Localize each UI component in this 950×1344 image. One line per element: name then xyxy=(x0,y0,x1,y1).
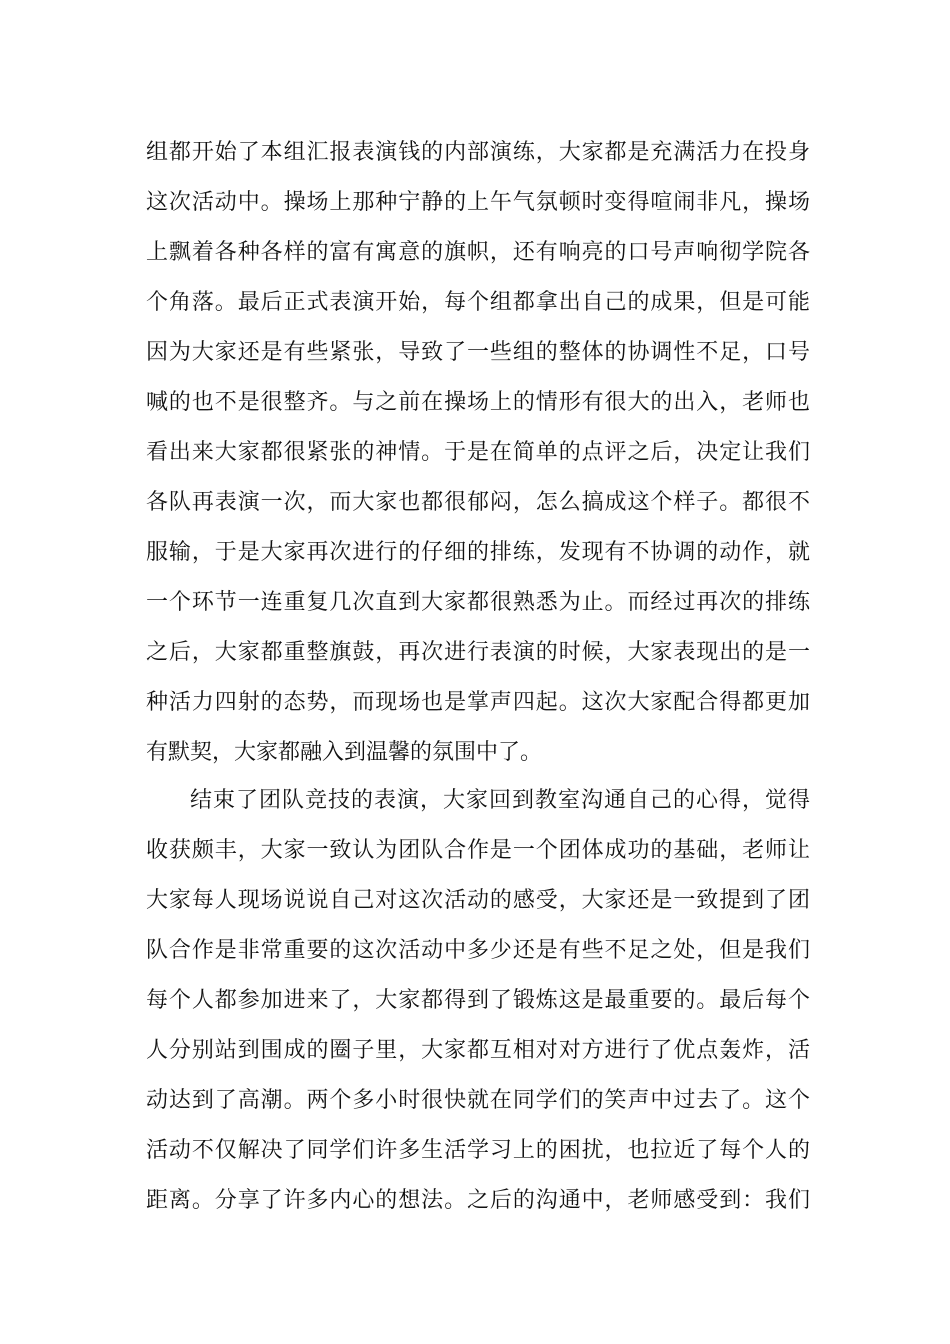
paragraph-1-line-4: 个角落。最后正式表演开始，每个组都拿出自己的成果，但是可能 xyxy=(146,290,810,315)
paragraph-2-line-1: 结束了团队竞技的表演，大家回到教室沟通自己的心得，觉得 xyxy=(190,788,810,813)
paragraph-1-line-7: 看出来大家都很紧张的神情。于是在简单的点评之后，决定让我们 xyxy=(146,440,810,465)
paragraph-2-line-5: 每个人都参加进来了，大家都得到了锻炼这是最重要的。最后每个 xyxy=(146,988,810,1013)
paragraph-1-line-1: 组都开始了本组汇报表演钱的内部演练，大家都是充满活力在投身 xyxy=(146,140,810,165)
paragraph-1-line-6: 喊的也不是很整齐。与之前在操场上的情形有很大的出入，老师也 xyxy=(146,390,810,415)
paragraph-2-line-9: 距离。分享了许多内心的想法。之后的沟通中，老师感受到：我们 xyxy=(146,1188,810,1213)
paragraph-1-line-11: 之后，大家都重整旗鼓，再次进行表演的时候，大家表现出的是一 xyxy=(146,640,810,665)
paragraph-2 xyxy=(146,776,810,1226)
paragraph-2-line-4: 队合作是非常重要的这次活动中多少还是有些不足之处，但是我们 xyxy=(146,938,810,963)
paragraph-2-line-8: 活动不仅解决了同学们许多生活学习上的困扰，也拉近了每个人的 xyxy=(146,1138,810,1163)
paragraph-1-line-2: 这次活动中。操场上那种宁静的上午气氛顿时变得喧闹非凡，操场 xyxy=(146,190,810,215)
paragraph-2-line-3: 大家每人现场说说自己对这次活动的感受，大家还是一致提到了团 xyxy=(146,888,810,913)
paragraph-1-line-13: 有默契，大家都融入到温馨的氛围中了。 xyxy=(146,740,543,765)
paragraph-1 xyxy=(146,128,810,778)
paragraph-1-line-9: 服输，于是大家再次进行的仔细的排练，发现有不协调的动作，就 xyxy=(146,540,810,565)
paragraph-2-line-6: 人分别站到围成的圈子里，大家都互相对对方进行了优点轰炸，活 xyxy=(146,1038,810,1063)
paragraph-1-line-10: 一个环节一连重复几次直到大家都很熟悉为止。而经过再次的排练 xyxy=(146,590,810,615)
paragraph-1-line-3: 上飘着各种各样的富有寓意的旗帜，还有响亮的口号声响彻学院各 xyxy=(146,240,810,265)
paragraph-1-line-8: 各队再表演一次，而大家也都很郁闷，怎么搞成这个样子。都很不 xyxy=(146,490,810,515)
paragraph-2-line-2: 收获颇丰，大家一致认为团队合作是一个团体成功的基础，老师让 xyxy=(146,838,810,863)
paragraph-2-line-7: 动达到了高潮。两个多小时很快就在同学们的笑声中过去了。这个 xyxy=(146,1088,810,1113)
paragraph-1-line-12: 种活力四射的态势，而现场也是掌声四起。这次大家配合得都更加 xyxy=(146,690,810,715)
paragraph-1-line-5: 因为大家还是有些紧张，导致了一些组的整体的协调性不足，口号 xyxy=(146,340,810,365)
